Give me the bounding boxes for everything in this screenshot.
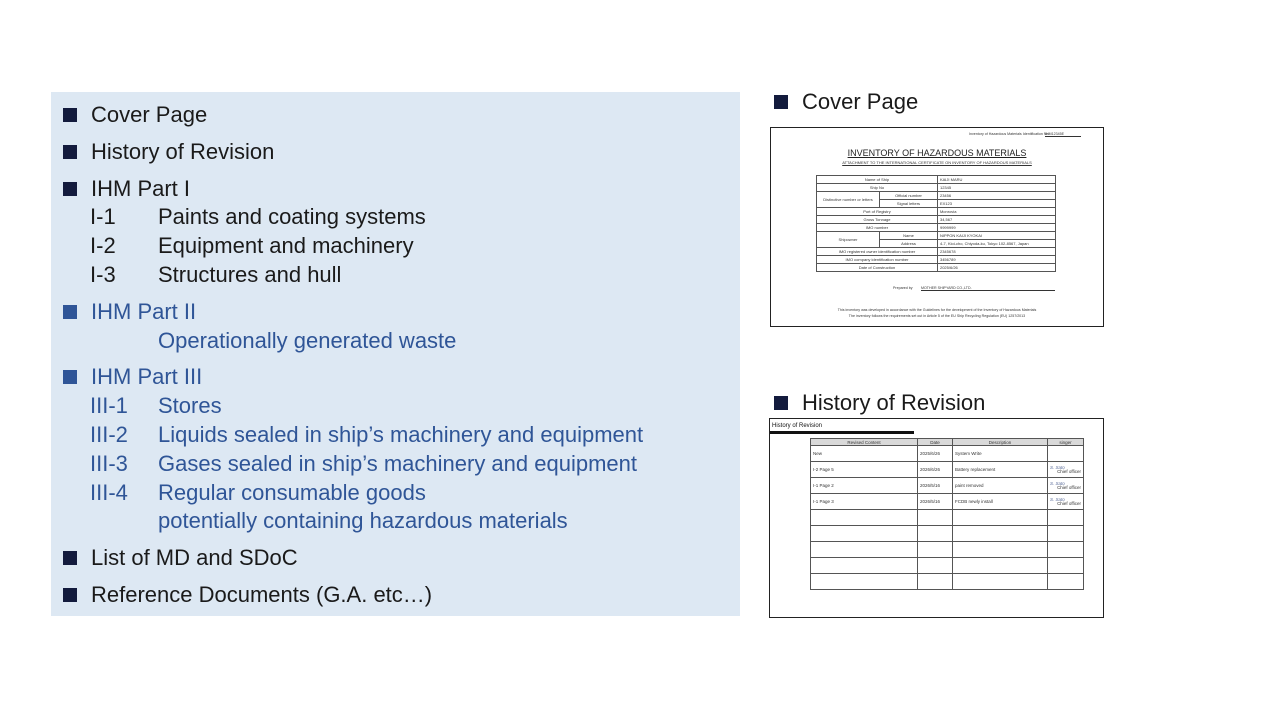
signature-cell: S. Sato Chief officer — [1048, 462, 1084, 478]
signature-cell: S. Sato Chief officer — [1048, 478, 1084, 494]
ihm-id-value: IHM12345E — [1045, 132, 1081, 137]
signature-cell: S. Sato Chief officer — [1048, 494, 1084, 510]
cover-title: INVENTORY OF HAZARDOUS MATERIALS — [847, 148, 1027, 158]
ship-particulars-table — [816, 175, 1056, 272]
table-row: Gross Tonnage 34,567 — [817, 216, 1056, 224]
square-bullet-icon — [63, 588, 77, 602]
outline-item-history: History of Revision — [63, 139, 274, 165]
outline-item-list-md: List of MD and SDoC — [63, 545, 298, 571]
table-row: Shipowner Name NIPPON KAIJI KYOKAI — [817, 232, 1056, 240]
table-row: Name of Ship KAIJI MARU — [817, 176, 1056, 184]
history-preview-heading: History of Revision — [774, 390, 985, 416]
table-row: Ship No 12345 — [817, 184, 1056, 192]
table-row: I-1 Page 2 2026/5/16 paint removed S. Sato Chief officer — [811, 478, 1084, 494]
table-row: IMO company identification number 3456789 — [817, 256, 1056, 264]
square-bullet-icon — [63, 145, 77, 159]
cover-page-thumbnail — [770, 127, 1104, 327]
table-row: IMO registered owner identification number 2345678 — [817, 248, 1056, 256]
table-row: Distinctive number or letters Official number 23456 — [817, 192, 1056, 200]
square-bullet-icon — [774, 95, 788, 109]
table-row: Signal letters EX123 — [817, 200, 1056, 208]
table-row: Port of Registry Monrovia — [817, 208, 1056, 216]
square-bullet-icon — [63, 182, 77, 196]
table-row — [811, 574, 1084, 590]
revision-table — [810, 438, 1084, 590]
table-row: New 2025/6/26 System Write — [811, 446, 1084, 462]
table-row: I-1 Page 3 2026/5/16 FCDB newly install S. Sato Chief officer — [811, 494, 1084, 510]
table-row — [811, 558, 1084, 574]
square-bullet-icon — [63, 551, 77, 565]
square-bullet-icon — [63, 370, 77, 384]
cover-footer-line1: This inventory was developed in accordance with the Guidelines for the development of the Inventory of Hazardous Materials — [837, 308, 1037, 312]
outline-item-part2: IHM Part II — [63, 299, 196, 325]
outline-item-part3: IHM Part III — [63, 364, 202, 390]
outline-item-reference: Reference Documents (G.A. etc…) — [63, 582, 432, 608]
title-underline — [770, 431, 914, 434]
prepared-label: Prepared by — [893, 286, 913, 290]
table-row — [811, 542, 1084, 558]
cover-footer-line2: The inventory follows the requirements set out in Article 5 of the EU Ship Recycling Regulation (EU) 1257/2013 — [848, 314, 1026, 318]
table-row — [811, 510, 1084, 526]
table-row: I-2 Page 5 2026/6/26 Battery replacement S. Sato Chief officer — [811, 462, 1084, 478]
history-page-thumbnail — [769, 418, 1104, 618]
cover-subtitle: ATTACHMENT TO THE INTERNATIONAL CERTIFICATE ON INVENTORY OF HAZARDOUS MATERIALS — [842, 160, 1032, 165]
outline-item-cover-page: Cover Page — [63, 102, 207, 128]
ihm-id-label: Inventory of Hazardous Materials Identification No. — [969, 132, 1050, 136]
table-row — [811, 526, 1084, 542]
table-row: IMO number 9999999 — [817, 224, 1056, 232]
square-bullet-icon — [774, 396, 788, 410]
table-row: Revised Content Date Description singer — [811, 439, 1084, 446]
prepared-value: MOTHER SHIPYARD CO.,LTD. — [921, 286, 1055, 291]
outline-panel: Cover Page History of Revision IHM Part I I-1 Paints and coating systems I-2 Equipment and machinery I-3 Structures and hull IHM Part II Operationally generated waste IHM Part III III-1 Stores III-2 Liquids sealed in ship’s machinery and equipment III-3 Gases sealed in ship’s machinery and equipment III-4 Regular consumable goods potentially containing hazardous materials List of MD and SDoC Reference Documents (G.A. etc…) — [51, 92, 740, 616]
history-doc-title: History of Revision — [772, 423, 823, 429]
table-row: Date of Construction 2025/6/26 — [817, 264, 1056, 272]
square-bullet-icon — [63, 108, 77, 122]
table-row: Address 4-7, Kioi-cho, Chiyoda-ku, Tokyo 102-8567, Japan — [817, 240, 1056, 248]
cover-preview-heading: Cover Page — [774, 89, 918, 115]
outline-item-part1: IHM Part I — [63, 176, 190, 202]
square-bullet-icon — [63, 305, 77, 319]
